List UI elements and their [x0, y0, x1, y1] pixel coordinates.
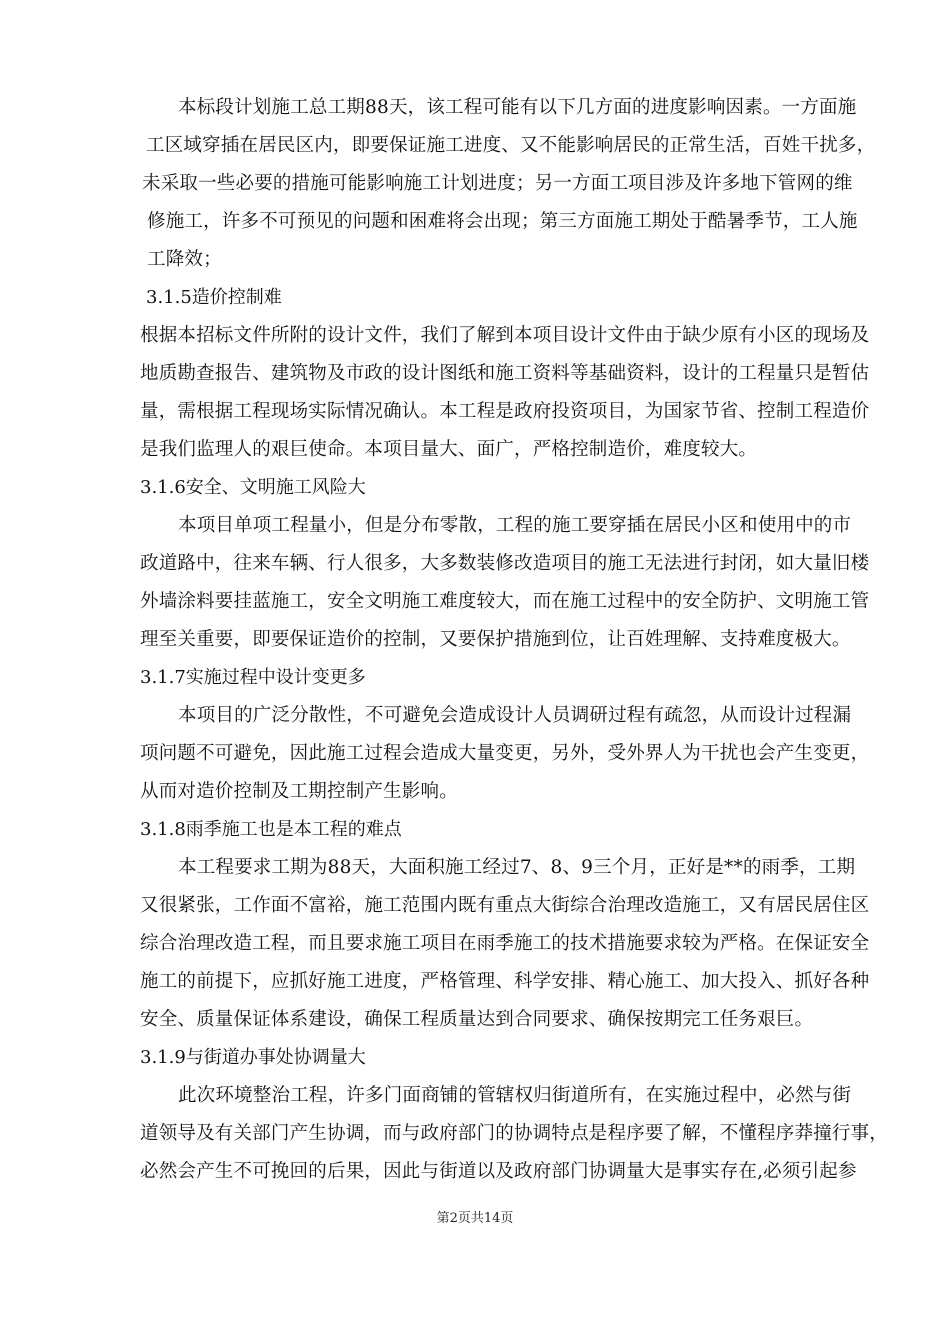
paragraph-line: 项问题不可避免，因此施工过程会造成大量变更，另外，受外界人为干扰也会产生变更， — [140, 743, 870, 764]
paragraph-line: 从而对造价控制及工期控制产生影响。 — [140, 781, 458, 802]
section-heading-3-1-7: 3.1.7实施过程中设计变更多 — [140, 667, 366, 688]
page-number-footer: 第2页共14页 — [436, 1211, 514, 1226]
paragraph-line: 本工程要求工期为88天，大面积施工经过7、8、9三个月，正好是**的雨季，工期 — [178, 857, 856, 878]
paragraph-line: 必然会产生不可挽回的后果，因此与街道以及政府部门协调量大是事实存在,必须引起参 — [140, 1161, 857, 1182]
paragraph-line: 根据本招标文件所附的设计文件，我们了解到本项目设计文件由于缺少原有小区的现场及 — [140, 325, 870, 346]
paragraph-line: 未采取一些必要的措施可能影响施工计划进度；另一方面工项目涉及许多地下管网的维 — [142, 173, 853, 194]
paragraph-line: 综合治理改造工程，而且要求施工项目在雨季施工的技术措施要求较为严格。在保证安全 — [140, 933, 870, 954]
paragraph-line: 修施工，许多不可预见的问题和困难将会出现；第三方面施工期处于酷暑季节，工人施 — [147, 211, 858, 232]
paragraph-line: 工区域穿插在居民区内，即要保证施工进度、又不能影响居民的正常生活，百姓干扰多， — [146, 135, 876, 156]
section-heading-3-1-6: 3.1.6安全、文明施工风险大 — [140, 477, 366, 498]
section-heading-3-1-5: 3.1.5造价控制难 — [146, 287, 282, 308]
paragraph-line: 此次环境整治工程，许多门面商铺的管辖权归街道所有，在实施过程中，必然与街 — [178, 1085, 852, 1106]
paragraph-line: 外墙涂料要挂蓝施工，安全文明施工难度较大，而在施工过程中的安全防护、文明施工管 — [140, 591, 870, 612]
paragraph-line: 道领导及有关部门产生协调，而与政府部门的协调特点是程序要了解，不懂程序莽撞行事， — [140, 1123, 889, 1144]
paragraph-line: 地质勘查报告、建筑物及市政的设计图纸和施工资料等基础资料，设计的工程量只是暂估 — [140, 363, 870, 384]
paragraph-line: 政道路中，往来车辆、行人很多，大多数装修改造项目的施工无法进行封闭，如大量旧楼 — [140, 553, 870, 574]
paragraph-line: 理至关重要，即要保证造价的控制，又要保护措施到位，让百姓理解、支持难度极大。 — [140, 629, 851, 650]
section-heading-3-1-9: 3.1.9与街道办事处协调量大 — [140, 1047, 366, 1068]
paragraph-line: 工降效； — [147, 249, 222, 270]
paragraph-line: 安全、质量保证体系建设，确保工程质量达到合同要求、确保按期完工任务艰巨。 — [140, 1009, 814, 1030]
section-heading-3-1-8: 3.1.8雨季施工也是本工程的难点 — [140, 819, 402, 840]
paragraph-line: 量，需根据工程现场实际情况确认。本工程是政府投资项目，为国家节省、控制工程造价 — [140, 401, 870, 422]
paragraph-line: 又很紧张，工作面不富裕，施工范围内既有重点大街综合治理改造施工，又有居民居住区 — [140, 895, 870, 916]
paragraph-line: 本项目单项工程量小，但是分布零散，工程的施工要穿插在居民小区和使用中的市 — [178, 515, 852, 536]
paragraph-line: 施工的前提下，应抓好施工进度，严格管理、科学安排、精心施工、加大投入、抓好各种 — [140, 971, 870, 992]
paragraph-line: 是我们监理人的艰巨使命。本项目量大、面广，严格控制造价，难度较大。 — [140, 439, 758, 460]
paragraph-line: 本项目的广泛分散性，不可避免会造成设计人员调研过程有疏忽，从而设计过程漏 — [178, 705, 852, 726]
paragraph-line: 本标段计划施工总工期88天，该工程可能有以下几方面的进度影响因素。一方面施 — [178, 97, 857, 118]
